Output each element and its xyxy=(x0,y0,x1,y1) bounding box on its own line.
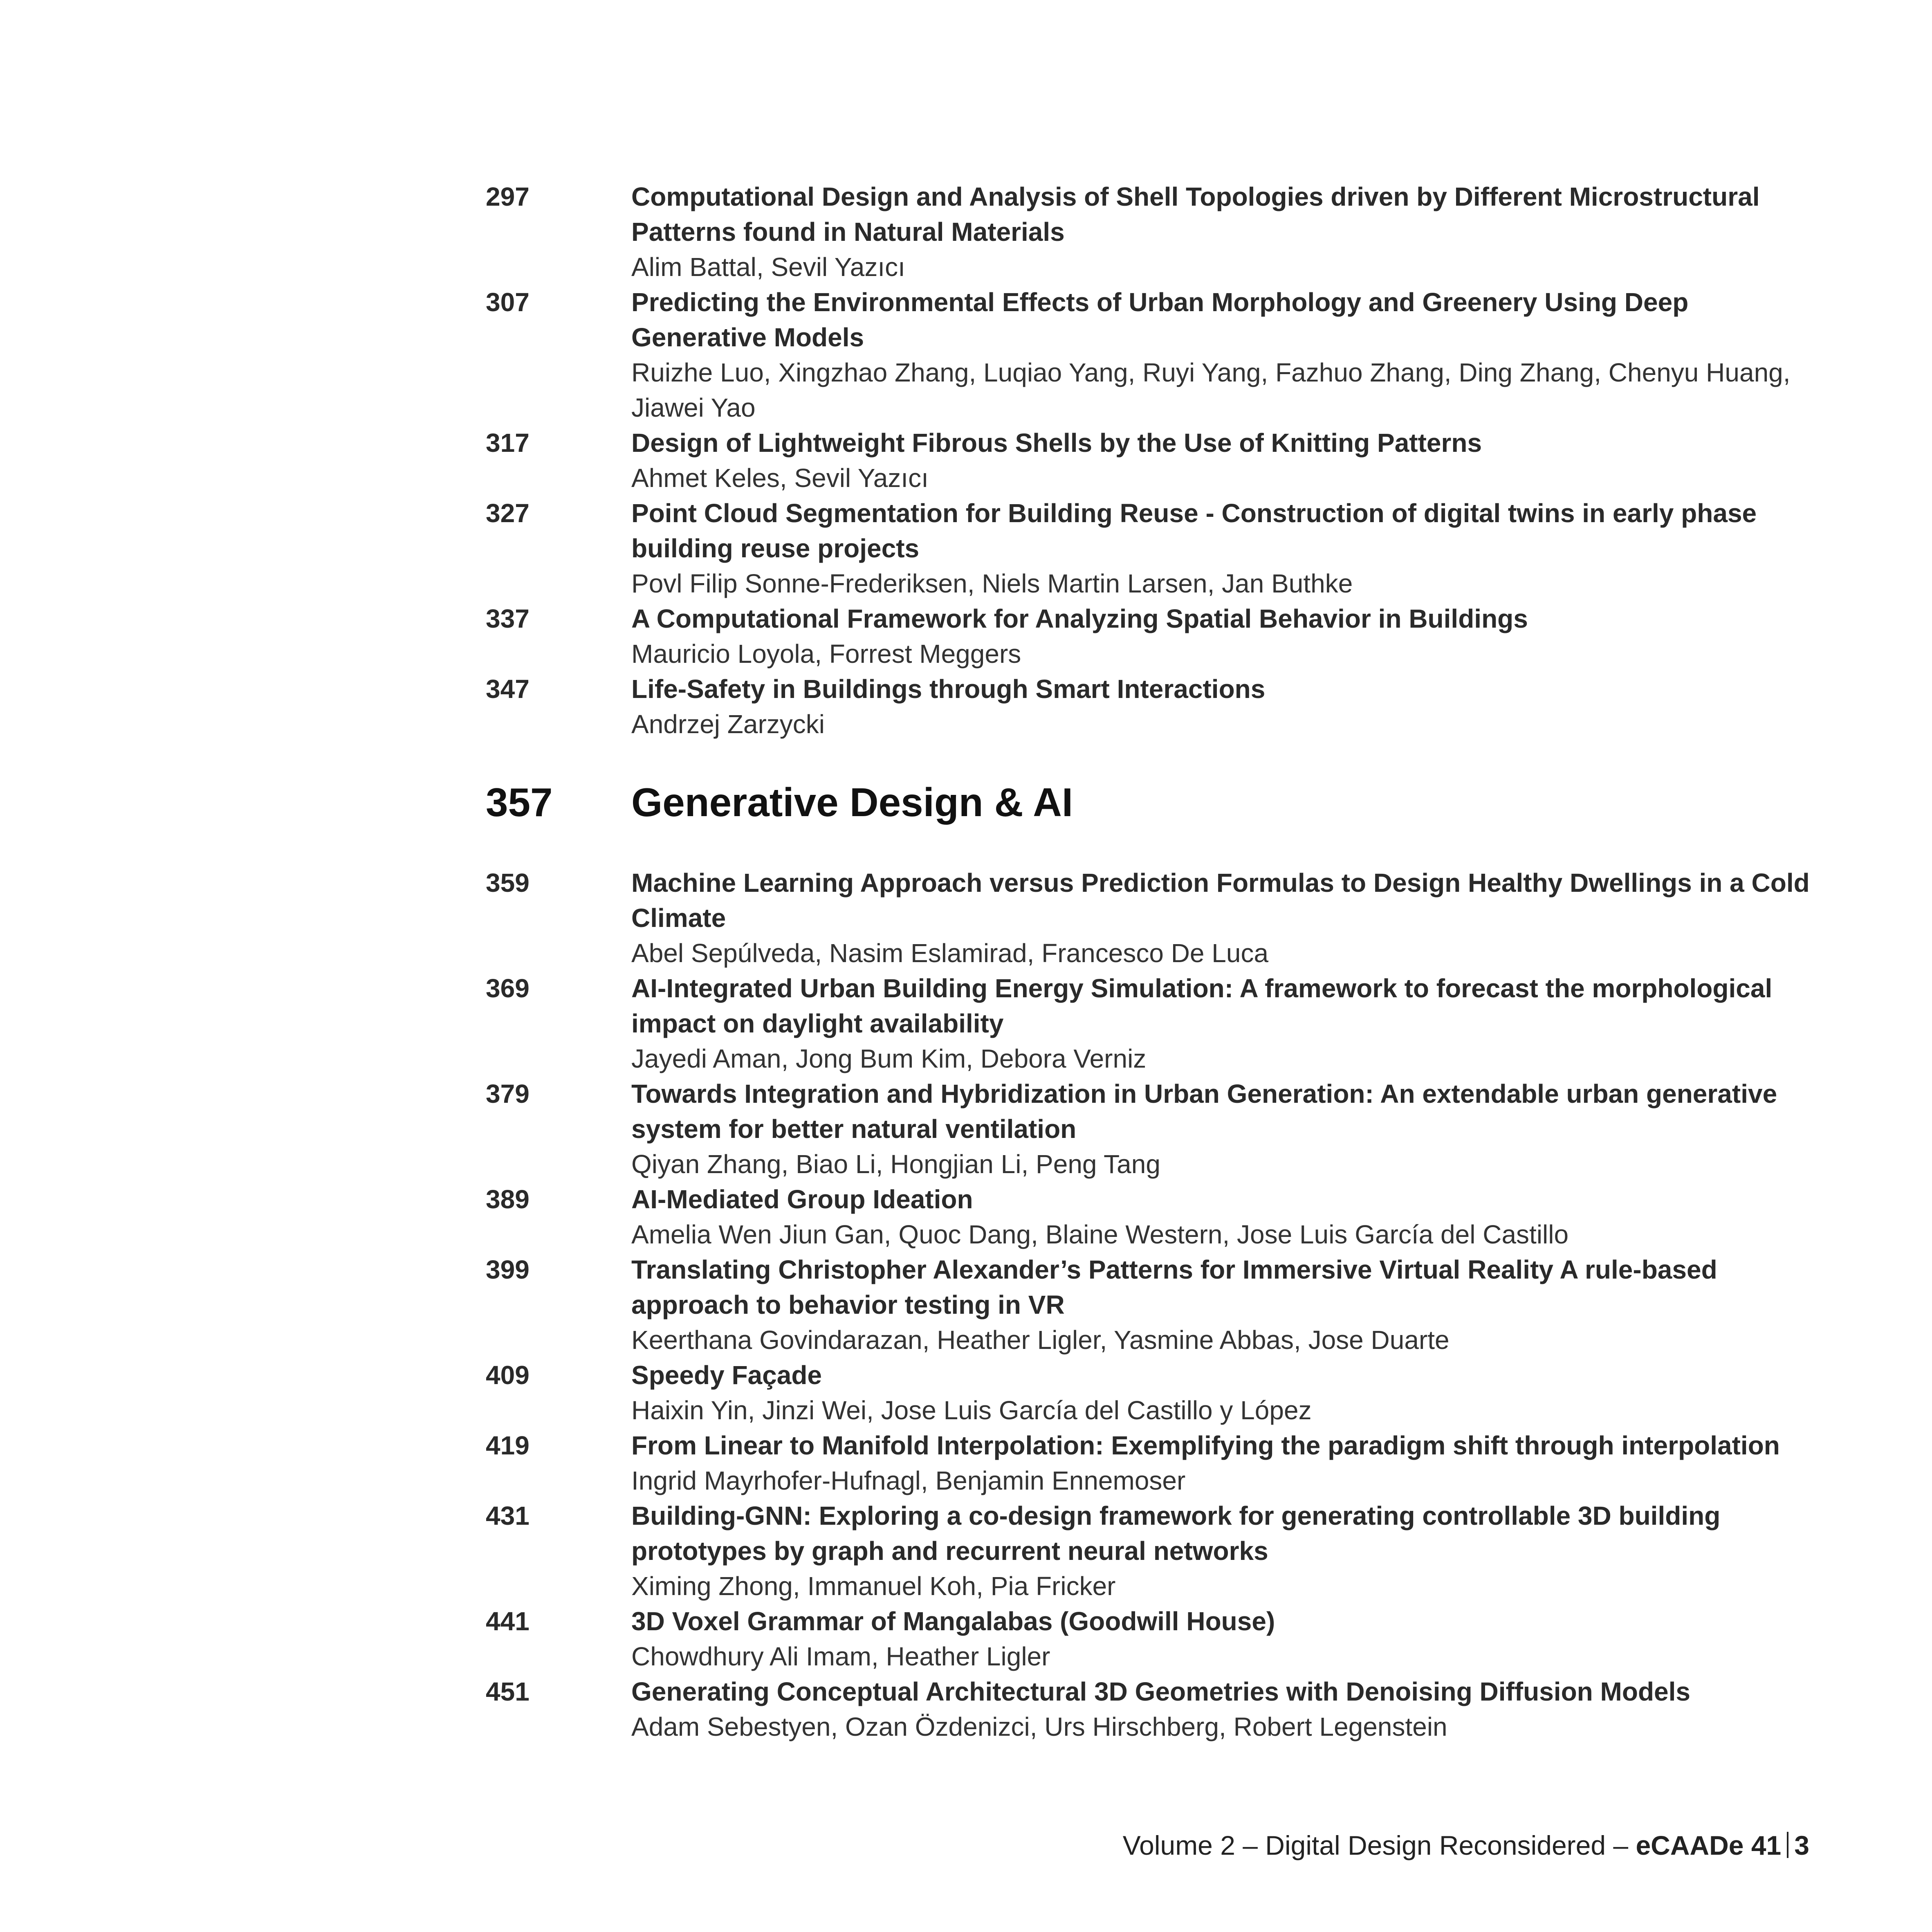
toc-entry xyxy=(486,179,1819,285)
entry-page-number: 337 xyxy=(486,604,530,633)
entry-title: From Linear to Manifold Interpolation: Exemplifying the paradigm shift through interpolation xyxy=(631,1431,1780,1460)
entry-authors: Adam Sebestyen, Ozan Özdenizci, Urs Hirschberg, Robert Legenstein xyxy=(631,1712,1447,1741)
entry-authors: Keerthana Govindarazan, Heather Ligler, Yasmine Abbas, Jose Duarte xyxy=(631,1325,1450,1355)
entry-title: A Computational Framework for Analyzing Spatial Behavior in Buildings xyxy=(631,604,1528,633)
entry-page-number: 431 xyxy=(486,1501,530,1530)
page-footer xyxy=(900,1828,1809,1863)
entry-title: Translating Christopher Alexander’s Patterns for Immersive Virtual Reality A rule-based approach to behavior testing in VR xyxy=(631,1255,1717,1319)
entry-title: 3D Voxel Grammar of Mangalabas (Goodwill House) xyxy=(631,1607,1275,1636)
entry-page-number: 317 xyxy=(486,428,530,458)
entry-authors: Ahmet Keles, Sevil Yazıcı xyxy=(631,463,929,493)
toc-entry xyxy=(486,601,1819,671)
toc-entry xyxy=(486,671,1819,742)
footer-page-number: 3 xyxy=(1794,1830,1809,1860)
toc-entry xyxy=(486,1182,1819,1252)
entry-title: Machine Learning Approach versus Prediction Formulas to Design Healthy Dwellings in a Cold Climate xyxy=(631,868,1810,933)
toc-entry xyxy=(486,1604,1819,1674)
entry-title: Life-Safety in Buildings through Smart Interactions xyxy=(631,674,1266,704)
toc-entry xyxy=(486,425,1819,496)
entry-page-number: 347 xyxy=(486,674,530,704)
footer-brand: eCAADe 41 xyxy=(1636,1830,1782,1860)
entry-authors: Andrzej Zarzycki xyxy=(631,709,825,739)
entry-title: AI-Integrated Urban Building Energy Simulation: A framework to forecast the morphological impact on daylight availability xyxy=(631,974,1773,1038)
entry-authors: Qiyan Zhang, Biao Li, Hongjian Li, Peng Tang xyxy=(631,1149,1160,1179)
toc-entry xyxy=(486,285,1819,425)
entry-page-number: 441 xyxy=(486,1607,530,1636)
entry-title: Predicting the Environmental Effects of Urban Morphology and Greenery Using Deep Generative Models xyxy=(631,287,1689,352)
entry-title: AI-Mediated Group Ideation xyxy=(631,1185,973,1214)
entry-authors: Mauricio Loyola, Forrest Meggers xyxy=(631,639,1021,669)
entry-title: Towards Integration and Hybridization in Urban Generation: An extendable urban generative system for better natural ventilation xyxy=(631,1079,1777,1144)
toc-entry xyxy=(486,865,1819,971)
entry-page-number: 379 xyxy=(486,1079,530,1108)
entry-page-number: 307 xyxy=(486,287,530,317)
entry-page-number: 419 xyxy=(486,1431,530,1460)
entry-title: Generating Conceptual Architectural 3D Geometries with Denoising Diffusion Models xyxy=(631,1677,1690,1706)
section-heading xyxy=(486,777,1819,828)
entry-page-number: 389 xyxy=(486,1185,530,1214)
entry-page-number: 327 xyxy=(486,498,530,528)
footer-volume-text: Volume 2 – Digital Design Reconsidered – xyxy=(1122,1830,1636,1860)
entry-page-number: 359 xyxy=(486,868,530,898)
entry-page-number: 297 xyxy=(486,182,530,211)
toc-entry xyxy=(486,1252,1819,1358)
entry-title: Point Cloud Segmentation for Building Reuse - Construction of digital twins in early phase building reuse projects xyxy=(631,498,1757,563)
entry-authors: Ruizhe Luo, Xingzhao Zhang, Luqiao Yang, Ruyi Yang, Fazhuo Zhang, Ding Zhang, Chenyu Huang, Jiawei Yao xyxy=(631,358,1791,422)
toc-entry xyxy=(486,1498,1819,1604)
entry-authors: Povl Filip Sonne-Frederiksen, Niels Martin Larsen, Jan Buthke xyxy=(631,569,1353,598)
entry-title: Building-GNN: Exploring a co-design framework for generating controllable 3D building prototypes by graph and recurrent neural networks xyxy=(631,1501,1721,1566)
section-title: Generative Design & AI xyxy=(631,780,1073,825)
section-page-number: 357 xyxy=(486,780,553,825)
footer-separator xyxy=(1787,1832,1788,1858)
entry-authors: Jayedi Aman, Jong Bum Kim, Debora Verniz xyxy=(631,1044,1147,1073)
entry-page-number: 451 xyxy=(486,1677,530,1706)
entry-title: Computational Design and Analysis of Shell Topologies driven by Different Microstructural Patterns found in Natural Materials xyxy=(631,182,1760,247)
entry-authors: Alim Battal, Sevil Yazıcı xyxy=(631,252,905,282)
table-of-contents xyxy=(486,179,1819,1744)
toc-entry xyxy=(486,1428,1819,1498)
entry-title: Speedy Façade xyxy=(631,1360,822,1390)
entry-authors: Ximing Zhong, Immanuel Koh, Pia Fricker xyxy=(631,1571,1116,1601)
toc-entry xyxy=(486,971,1819,1076)
entry-authors: Haixin Yin, Jinzi Wei, Jose Luis García del Castillo y López xyxy=(631,1396,1312,1425)
toc-entry xyxy=(486,1076,1819,1182)
toc-entry xyxy=(486,1674,1819,1744)
toc-entry xyxy=(486,1358,1819,1428)
entry-authors: Abel Sepúlveda, Nasim Eslamirad, Francesco De Luca xyxy=(631,938,1269,968)
entry-page-number: 369 xyxy=(486,974,530,1003)
entry-authors: Ingrid Mayrhofer-Hufnagl, Benjamin Ennemoser xyxy=(631,1466,1186,1495)
entry-authors: Amelia Wen Jiun Gan, Quoc Dang, Blaine Western, Jose Luis García del Castillo xyxy=(631,1220,1569,1249)
entry-title: Design of Lightweight Fibrous Shells by the Use of Knitting Patterns xyxy=(631,428,1482,458)
toc-entry xyxy=(486,496,1819,601)
entry-authors: Chowdhury Ali Imam, Heather Ligler xyxy=(631,1642,1050,1671)
entry-page-number: 409 xyxy=(486,1360,530,1390)
entry-page-number: 399 xyxy=(486,1255,530,1284)
